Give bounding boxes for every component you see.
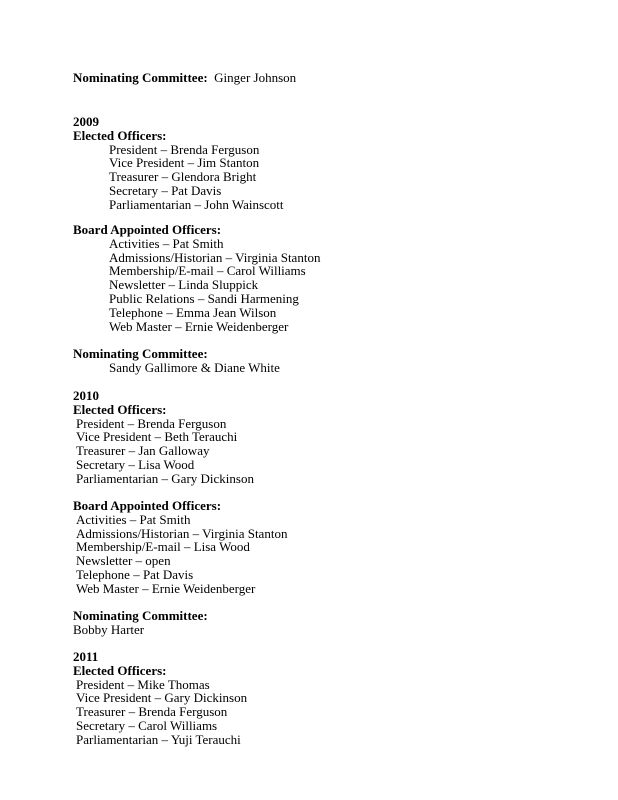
board-line: Telephone – Emma Jean Wilson bbox=[109, 304, 277, 320]
officer-line: Secretary – Carol Williams bbox=[76, 717, 218, 733]
nominating-committee-heading: Nominating Committee: bbox=[73, 346, 208, 361]
year-heading: 2011 bbox=[73, 649, 99, 664]
board-line: Membership/E-mail – Lisa Wood bbox=[76, 539, 250, 555]
top-nominating-committee bbox=[73, 71, 296, 85]
board-line: Newsletter – open bbox=[76, 553, 171, 569]
committee-2010 bbox=[73, 609, 208, 637]
section-2011 bbox=[73, 650, 247, 747]
board-officers-heading: Board Appointed Officers: bbox=[73, 498, 222, 513]
board-line: Newsletter – Linda Sluppick bbox=[109, 277, 259, 293]
board-line: Activities – Pat Smith bbox=[109, 235, 224, 251]
officer-line: President – Brenda Ferguson bbox=[109, 141, 260, 157]
officer-line: Parliamentarian – John Wainscott bbox=[109, 196, 284, 212]
officer-line: Secretary – Lisa Wood bbox=[76, 456, 195, 472]
board-line: Activities – Pat Smith bbox=[76, 511, 191, 527]
officer-line: Vice President – Beth Terauchi bbox=[76, 429, 238, 445]
officer-line: Vice President – Jim Stanton bbox=[109, 155, 260, 171]
officer-line: Treasurer – Glendora Bright bbox=[109, 169, 257, 185]
board-line: Admissions/Historian – Virginia Stanton bbox=[109, 249, 321, 265]
board-line: Admissions/Historian – Virginia Stanton bbox=[76, 525, 288, 541]
board-line: Membership/E-mail – Carol Williams bbox=[109, 263, 306, 279]
officer-line: Parliamentarian – Yuji Terauchi bbox=[76, 731, 241, 747]
top-committee-label: Nominating Committee: bbox=[73, 70, 208, 85]
elected-officers-heading: Elected Officers: bbox=[73, 662, 167, 678]
officer-line: Treasurer – Brenda Ferguson bbox=[76, 704, 228, 720]
committee-2009 bbox=[73, 347, 280, 375]
section-2009 bbox=[73, 115, 284, 212]
officer-line: President – Mike Thomas bbox=[76, 676, 210, 692]
board-line: Telephone – Pat Davis bbox=[76, 566, 194, 582]
officer-line: Secretary – Pat Davis bbox=[109, 182, 222, 198]
year-heading: 2009 bbox=[73, 114, 99, 129]
committee-members: Sandy Gallimore & Diane White bbox=[109, 359, 280, 375]
elected-officers-heading: Elected Officers: bbox=[73, 401, 167, 417]
section-2010 bbox=[73, 389, 254, 486]
board-line: Web Master – Ernie Weidenberger bbox=[76, 580, 256, 596]
officer-line: Treasurer – Jan Galloway bbox=[76, 443, 210, 459]
board-officers-heading: Board Appointed Officers: bbox=[73, 222, 222, 237]
year-heading: 2010 bbox=[73, 388, 99, 403]
board-2009 bbox=[73, 223, 320, 333]
top-committee-value: Ginger Johnson bbox=[214, 70, 297, 85]
officer-line: Vice President – Gary Dickinson bbox=[76, 690, 248, 706]
board-line: Web Master – Ernie Weidenberger bbox=[109, 318, 289, 334]
officer-line: President – Brenda Ferguson bbox=[76, 415, 227, 431]
nominating-committee-heading: Nominating Committee: bbox=[73, 608, 208, 623]
committee-members: Bobby Harter bbox=[73, 621, 145, 637]
officer-line: Parliamentarian – Gary Dickinson bbox=[76, 470, 254, 486]
board-2010 bbox=[73, 499, 287, 596]
board-line: Public Relations – Sandi Harmening bbox=[109, 290, 299, 306]
elected-officers-heading: Elected Officers: bbox=[73, 127, 167, 143]
